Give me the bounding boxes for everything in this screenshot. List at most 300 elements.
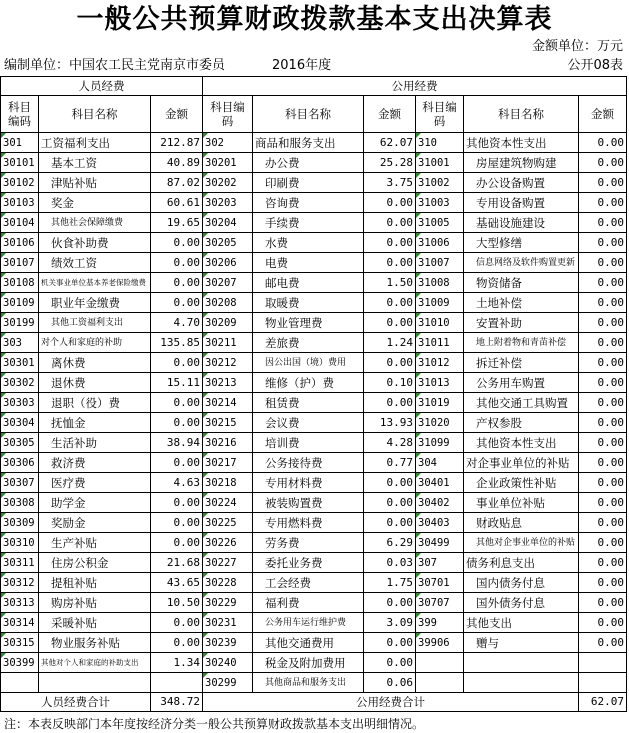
org-row [0, 57, 629, 75]
item-amount: 4.63 [151, 473, 203, 493]
item-name: 助学金 [39, 493, 151, 513]
item-name: 劳务费 [253, 533, 364, 553]
item-amount: 0.00 [364, 233, 416, 253]
item-name: 奖金 [39, 193, 151, 213]
item-name: 其他工资福利支出 [39, 313, 151, 333]
item-name: 购房补贴 [39, 593, 151, 613]
item-name: 抚恤金 [39, 413, 151, 433]
item-name: 生活补助 [39, 433, 151, 453]
item-amount: 0.00 [579, 493, 627, 513]
table-row [1, 233, 627, 253]
item-name: 专用燃料费 [253, 513, 364, 533]
item-amount: 212.87 [151, 133, 203, 153]
item-amount: 0.00 [364, 473, 416, 493]
table-row [1, 313, 627, 333]
item-code: 31011 [416, 333, 464, 353]
item-name: 专用材料费 [253, 473, 364, 493]
item-code: 310 [416, 133, 464, 153]
item-name: 其他商品和服务支出 [253, 673, 364, 693]
item-code: 30216 [203, 433, 253, 453]
item-code [416, 673, 464, 693]
item-code: 30102 [1, 173, 39, 193]
item-name: 生产补贴 [39, 533, 151, 553]
col-code: 科目编码 [416, 96, 464, 133]
item-code: 31001 [416, 153, 464, 173]
item-name: 拆迁补偿 [464, 353, 579, 373]
table-row [1, 193, 627, 213]
table-row [1, 633, 627, 653]
item-amount: 25.28 [364, 153, 416, 173]
item-name: 安置补助 [464, 313, 579, 333]
item-name [464, 653, 579, 673]
item-name: 绩效工资 [39, 253, 151, 273]
item-name: 对企事业单位的补贴 [464, 453, 579, 473]
item-amount: 62.07 [364, 133, 416, 153]
item-name: 救济费 [39, 453, 151, 473]
item-amount: 0.00 [364, 253, 416, 273]
table-row [1, 173, 627, 193]
table-row [1, 593, 627, 613]
item-code: 30107 [1, 253, 39, 273]
item-code: 30212 [203, 353, 253, 373]
table-row [1, 673, 627, 693]
item-code: 30211 [203, 333, 253, 353]
item-name: 财政贴息 [464, 513, 579, 533]
item-name: 公务用车购置 [464, 373, 579, 393]
item-code [416, 653, 464, 673]
item-name: 债务利息支出 [464, 553, 579, 573]
item-name: 办公设备购置 [464, 173, 579, 193]
item-name: 事业单位补贴 [464, 493, 579, 513]
item-name: 因公出国（境）费用 [253, 353, 364, 373]
item-amount: 38.94 [151, 433, 203, 453]
item-code: 30109 [1, 293, 39, 313]
item-code: 30203 [203, 193, 253, 213]
item-amount: 0.00 [151, 453, 203, 473]
item-code: 31009 [416, 293, 464, 313]
item-name: 被装购置费 [253, 493, 364, 513]
item-code: 30313 [1, 593, 39, 613]
item-name: 差旅费 [253, 333, 364, 353]
item-name: 基础设施建设 [464, 213, 579, 233]
item-code: 31099 [416, 433, 464, 453]
item-name: 维修（护）费 [253, 373, 364, 393]
item-name: 物业管理费 [253, 313, 364, 333]
item-name: 奖励金 [39, 513, 151, 533]
item-amount: 0.00 [151, 353, 203, 373]
item-name: 企业政策性补贴 [464, 473, 579, 493]
table-row [1, 413, 627, 433]
item-amount: 135.85 [151, 333, 203, 353]
item-amount: 0.00 [579, 513, 627, 533]
item-code: 31007 [416, 253, 464, 273]
item-amount: 0.00 [364, 633, 416, 653]
item-amount: 0.00 [151, 393, 203, 413]
item-name: 公务接待费 [253, 453, 364, 473]
total-personnel-label: 人员经费合计 [1, 693, 151, 712]
item-amount: 0.00 [579, 333, 627, 353]
item-code: 31012 [416, 353, 464, 373]
item-code: 30306 [1, 453, 39, 473]
item-code [1, 673, 39, 693]
item-code: 31019 [416, 393, 464, 413]
item-code: 30103 [1, 193, 39, 213]
item-amount: 0.00 [579, 233, 627, 253]
item-name: 商品和服务支出 [253, 133, 364, 153]
item-code: 30225 [203, 513, 253, 533]
item-amount: 0.00 [151, 513, 203, 533]
table-row [1, 373, 627, 393]
item-code: 30106 [1, 233, 39, 253]
item-amount: 0.00 [364, 313, 416, 333]
item-code: 30399 [1, 653, 39, 673]
item-name [39, 673, 151, 693]
item-name: 印刷费 [253, 173, 364, 193]
item-name: 产权参股 [464, 413, 579, 433]
item-amount: 15.11 [151, 373, 203, 393]
total-public-amount: 62.07 [579, 693, 627, 712]
table-row [1, 473, 627, 493]
item-name: 信息网络及软件购置更新 [464, 253, 579, 273]
item-code: 30227 [203, 553, 253, 573]
item-amount: 0.00 [364, 193, 416, 213]
item-name: 地上附着物和青苗补偿 [464, 333, 579, 353]
item-amount: 0.10 [364, 373, 416, 393]
item-name: 租赁费 [253, 393, 364, 413]
total-personnel-amount: 348.72 [151, 693, 203, 712]
item-code: 31013 [416, 373, 464, 393]
item-code: 30229 [203, 593, 253, 613]
item-amount: 0.00 [364, 293, 416, 313]
item-amount: 0.00 [151, 613, 203, 633]
table-row [1, 533, 627, 553]
item-name: 取暖费 [253, 293, 364, 313]
col-amount: 金额 [151, 96, 203, 133]
item-code: 30217 [203, 453, 253, 473]
item-amount: 0.00 [579, 353, 627, 373]
item-name: 其他交通工具购置 [464, 393, 579, 413]
item-amount: 60.61 [151, 193, 203, 213]
item-code: 30199 [1, 313, 39, 333]
item-name: 公务用车运行维护费 [253, 613, 364, 633]
item-code: 30309 [1, 513, 39, 533]
col-name: 科目名称 [39, 96, 151, 133]
item-name: 退休费 [39, 373, 151, 393]
col-amount: 金额 [579, 96, 627, 133]
item-code: 307 [416, 553, 464, 573]
item-code: 30205 [203, 233, 253, 253]
item-code: 31003 [416, 193, 464, 213]
item-code: 30304 [1, 413, 39, 433]
item-code: 30201 [203, 153, 253, 173]
table-row [1, 613, 627, 633]
item-amount: 0.00 [579, 153, 627, 173]
item-amount: 0.00 [364, 393, 416, 413]
item-code: 30207 [203, 273, 253, 293]
item-code: 31020 [416, 413, 464, 433]
item-amount: 0.00 [579, 173, 627, 193]
item-amount [151, 673, 203, 693]
group-personnel: 人员经费 [1, 77, 203, 96]
item-amount: 0.00 [579, 473, 627, 493]
table-row [1, 153, 627, 173]
item-name: 基本工资 [39, 153, 151, 173]
item-code: 30707 [416, 593, 464, 613]
item-code: 30206 [203, 253, 253, 273]
item-code: 301 [1, 133, 39, 153]
year-label: 2016年度 [272, 58, 332, 73]
item-code: 31005 [416, 213, 464, 233]
item-amount: 0.00 [364, 493, 416, 513]
item-code: 30311 [1, 553, 39, 573]
item-amount: 0.06 [364, 673, 416, 693]
table-row [1, 493, 627, 513]
item-amount: 3.09 [364, 613, 416, 633]
table-row [1, 513, 627, 533]
item-code: 302 [203, 133, 253, 153]
item-amount: 19.65 [151, 213, 203, 233]
item-amount: 0.00 [364, 353, 416, 373]
table-row [1, 573, 627, 593]
item-code: 303 [1, 333, 39, 353]
table-row [1, 333, 627, 353]
item-amount: 13.93 [364, 413, 416, 433]
table-row [1, 553, 627, 573]
item-code: 30499 [416, 533, 464, 553]
col-code: 科目编码 [203, 96, 253, 133]
item-amount: 0.00 [151, 493, 203, 513]
footnote: 注：本表反映部门本年度按经济分类一般公共预算财政拨款基本支出明细情况。 [4, 717, 425, 731]
item-amount: 0.03 [364, 553, 416, 573]
item-code: 31010 [416, 313, 464, 333]
item-name: 税金及附加费用 [253, 653, 364, 673]
item-name: 工资福利支出 [39, 133, 151, 153]
item-amount: 0.00 [579, 193, 627, 213]
item-code: 30302 [1, 373, 39, 393]
total-public-label: 公用经费合计 [203, 693, 579, 712]
table-row [1, 433, 627, 453]
item-amount: 0.00 [151, 253, 203, 273]
table-code: 公开08表 [567, 58, 623, 73]
item-amount: 0.00 [151, 633, 203, 653]
org-label: 编制单位：中国农工民主党南京市委员 [4, 58, 226, 73]
item-amount: 0.00 [364, 593, 416, 613]
expenditure-table [0, 76, 627, 712]
item-name: 国内债务付息 [464, 573, 579, 593]
item-code: 30308 [1, 493, 39, 513]
item-name: 离休费 [39, 353, 151, 373]
item-name: 津贴补贴 [39, 173, 151, 193]
item-code: 31002 [416, 173, 464, 193]
item-code: 30231 [203, 613, 253, 633]
table-row [1, 353, 627, 373]
item-amount: 0.00 [151, 273, 203, 293]
item-code: 30303 [1, 393, 39, 413]
item-code: 30312 [1, 573, 39, 593]
item-name: 机关事业单位基本养老保险缴费 [39, 273, 151, 293]
item-name: 其他交通费用 [253, 633, 364, 653]
item-code: 30208 [203, 293, 253, 313]
item-name: 会议费 [253, 413, 364, 433]
item-name: 房屋建筑物购建 [464, 153, 579, 173]
item-code: 30101 [1, 153, 39, 173]
table-row [1, 393, 627, 413]
item-amount: 1.50 [364, 273, 416, 293]
item-amount: 21.68 [151, 553, 203, 573]
item-name: 医疗费 [39, 473, 151, 493]
item-name: 邮电费 [253, 273, 364, 293]
item-code: 30301 [1, 353, 39, 373]
item-name: 物业服务补贴 [39, 633, 151, 653]
item-code: 30224 [203, 493, 253, 513]
item-name: 退职（役）费 [39, 393, 151, 413]
item-name: 福利费 [253, 593, 364, 613]
item-amount: 4.70 [151, 313, 203, 333]
table-row [1, 293, 627, 313]
item-code: 30314 [1, 613, 39, 633]
item-amount: 0.00 [579, 593, 627, 613]
item-name: 其他对个人和家庭的补助支出 [39, 653, 151, 673]
item-name: 培训费 [253, 433, 364, 453]
item-code: 30215 [203, 413, 253, 433]
item-code: 30401 [416, 473, 464, 493]
item-code: 30299 [203, 673, 253, 693]
item-code: 31008 [416, 273, 464, 293]
item-code: 30315 [1, 633, 39, 653]
page-title: 一般公共预算财政拨款基本支出决算表 [76, 4, 553, 35]
total-row [1, 693, 627, 712]
item-amount: 0.00 [579, 373, 627, 393]
item-amount: 0.00 [151, 413, 203, 433]
item-code: 31006 [416, 233, 464, 253]
item-code: 30307 [1, 473, 39, 493]
item-code: 30240 [203, 653, 253, 673]
item-amount: 0.00 [579, 133, 627, 153]
item-code: 30228 [203, 573, 253, 593]
item-amount: 0.00 [364, 513, 416, 533]
item-code: 399 [416, 613, 464, 633]
item-code: 304 [416, 453, 464, 473]
table-body [1, 133, 627, 693]
item-amount: 0.00 [579, 253, 627, 273]
item-code: 30218 [203, 473, 253, 493]
item-amount [579, 673, 627, 693]
table-row [1, 253, 627, 273]
item-name: 手续费 [253, 213, 364, 233]
item-amount: 0.00 [579, 573, 627, 593]
item-code: 30104 [1, 213, 39, 233]
item-code: 30204 [203, 213, 253, 233]
item-code: 39906 [416, 633, 464, 653]
item-amount: 1.24 [364, 333, 416, 353]
item-name: 咨询费 [253, 193, 364, 213]
col-amount: 金额 [364, 96, 416, 133]
item-name: 伙食补助费 [39, 233, 151, 253]
table-row [1, 133, 627, 153]
item-name: 专用设备购置 [464, 193, 579, 213]
item-amount: 0.00 [579, 453, 627, 473]
item-name [464, 673, 579, 693]
item-amount: 0.00 [579, 393, 627, 413]
item-amount: 0.00 [579, 213, 627, 233]
item-amount [579, 653, 627, 673]
item-amount: 43.65 [151, 573, 203, 593]
item-amount: 0.00 [364, 213, 416, 233]
item-amount: 10.50 [151, 593, 203, 613]
item-code: 30305 [1, 433, 39, 453]
item-name: 国外债务付息 [464, 593, 579, 613]
col-name: 科目名称 [464, 96, 579, 133]
item-name: 提租补贴 [39, 573, 151, 593]
group-public: 公用经费 [203, 77, 627, 96]
item-amount: 0.00 [579, 433, 627, 453]
table-row [1, 213, 627, 233]
table-row [1, 653, 627, 673]
item-name: 委托业务费 [253, 553, 364, 573]
item-name: 其他对企事业单位的补贴 [464, 533, 579, 553]
item-amount: 1.75 [364, 573, 416, 593]
item-amount: 1.34 [151, 653, 203, 673]
item-name: 对个人和家庭的补助 [39, 333, 151, 353]
item-amount: 0.00 [579, 313, 627, 333]
item-amount: 0.77 [364, 453, 416, 473]
item-code: 30209 [203, 313, 253, 333]
item-code: 30108 [1, 273, 39, 293]
col-name: 科目名称 [253, 96, 364, 133]
item-amount: 0.00 [579, 273, 627, 293]
item-amount: 0.00 [151, 293, 203, 313]
item-amount: 0.00 [579, 613, 627, 633]
item-amount: 4.28 [364, 433, 416, 453]
item-name: 其他资本性支出 [464, 133, 579, 153]
item-amount: 0.00 [579, 633, 627, 653]
item-name: 电费 [253, 253, 364, 273]
item-code: 30202 [203, 173, 253, 193]
item-amount: 6.29 [364, 533, 416, 553]
item-name: 其他社会保障缴费 [39, 213, 151, 233]
item-amount: 0.00 [579, 413, 627, 433]
item-name: 职业年金缴费 [39, 293, 151, 313]
table-row [1, 453, 627, 473]
col-code: 科目编码 [1, 96, 39, 133]
item-name: 赠与 [464, 633, 579, 653]
item-amount: 0.00 [364, 653, 416, 673]
item-amount: 3.75 [364, 173, 416, 193]
item-amount: 40.89 [151, 153, 203, 173]
item-name: 大型修缮 [464, 233, 579, 253]
item-amount: 0.00 [579, 293, 627, 313]
item-amount: 0.00 [579, 533, 627, 553]
item-name: 工会经费 [253, 573, 364, 593]
item-code: 30402 [416, 493, 464, 513]
item-code: 30403 [416, 513, 464, 533]
item-code: 30701 [416, 573, 464, 593]
item-name: 办公费 [253, 153, 364, 173]
item-code: 30310 [1, 533, 39, 553]
item-amount: 87.02 [151, 173, 203, 193]
item-amount: 0.00 [151, 233, 203, 253]
item-code: 30214 [203, 393, 253, 413]
item-code: 30226 [203, 533, 253, 553]
unit-label: 金额单位：万元 [531, 39, 623, 54]
item-name: 住房公积金 [39, 553, 151, 573]
item-name: 其他资本性支出 [464, 433, 579, 453]
item-name: 土地补偿 [464, 293, 579, 313]
item-amount: 0.00 [579, 553, 627, 573]
item-name: 其他支出 [464, 613, 579, 633]
item-name: 水费 [253, 233, 364, 253]
item-code: 30213 [203, 373, 253, 393]
